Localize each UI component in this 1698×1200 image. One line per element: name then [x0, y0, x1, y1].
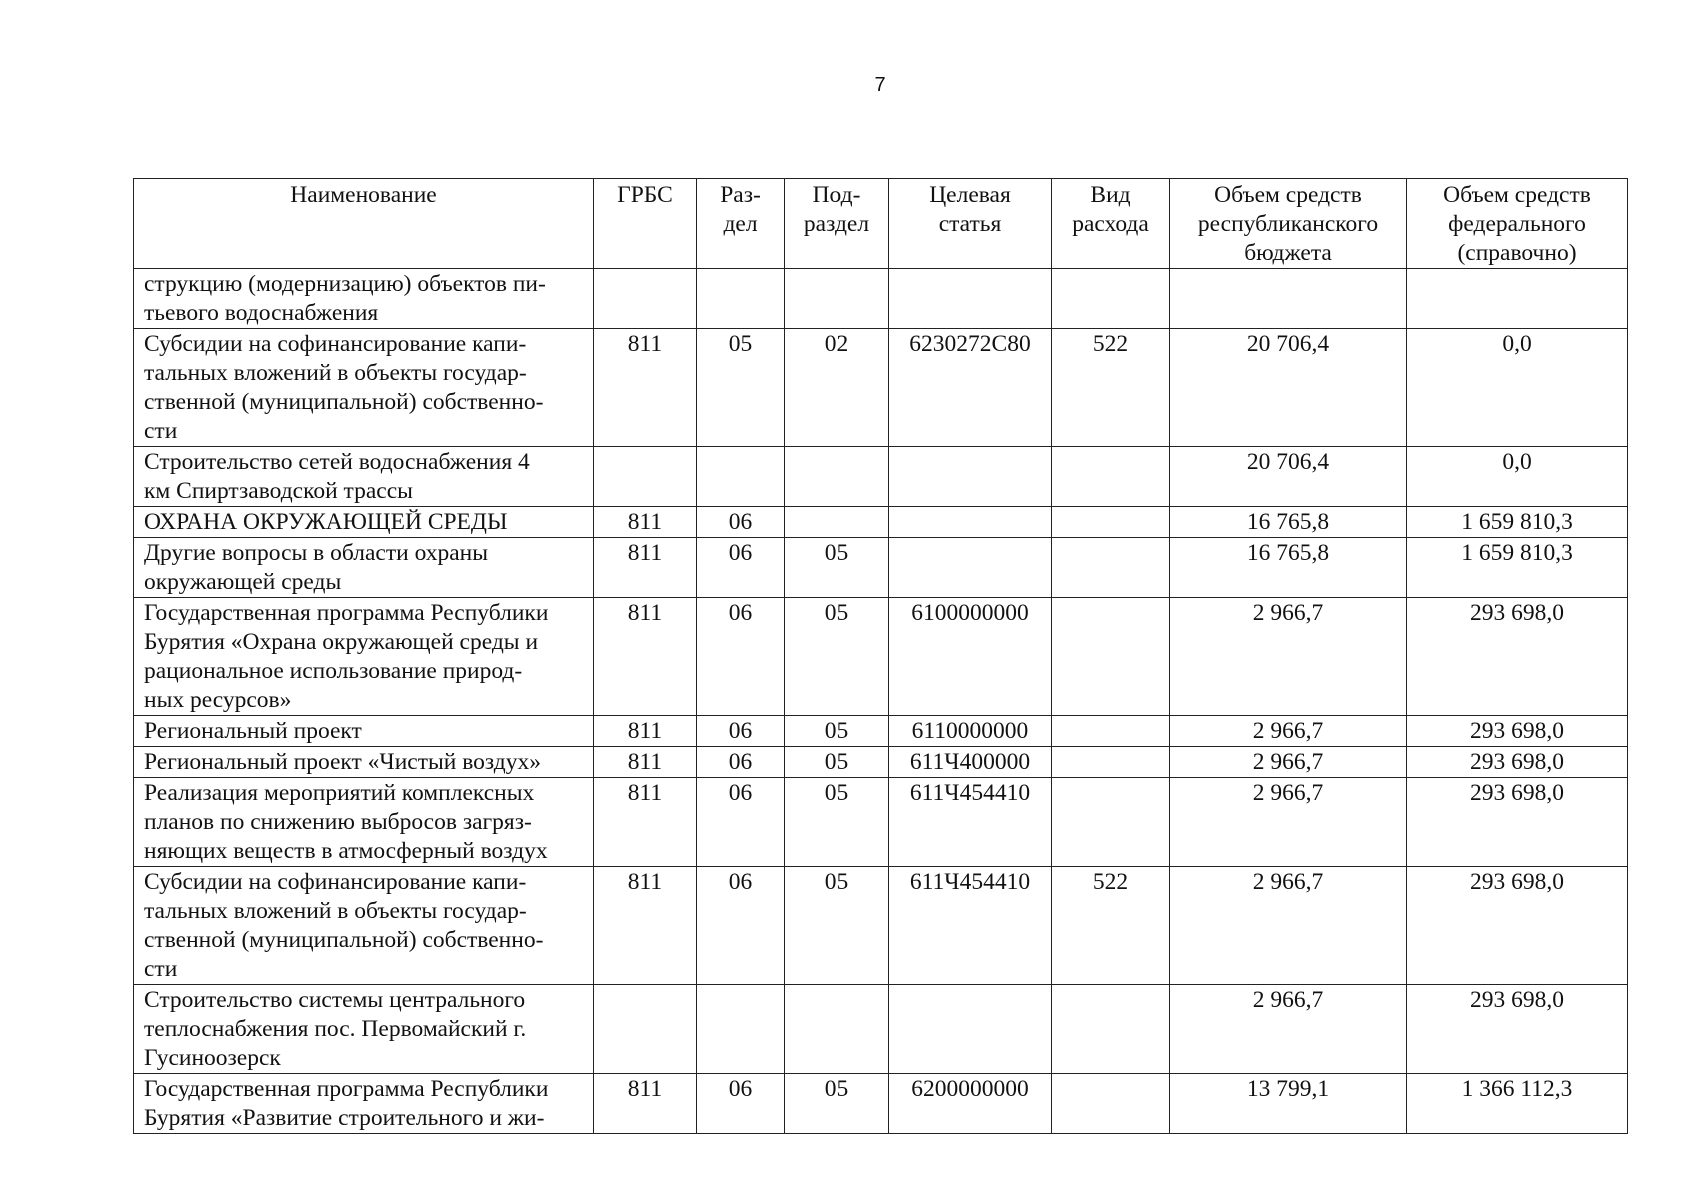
- table-row: [134, 329, 1628, 447]
- cell-rep-budget: 2 966,7: [1170, 598, 1407, 716]
- cell-rep-budget: 2 966,7: [1170, 867, 1407, 985]
- cell-podrazdel: [785, 985, 889, 1074]
- cell-celevaya-statya: [889, 985, 1052, 1074]
- header-fed-budget: Объем средств федерального (справочно): [1407, 179, 1628, 269]
- cell-razdel: 06: [697, 778, 785, 867]
- cell-grbs: 811: [594, 1074, 697, 1134]
- cell-vid-rashoda: 522: [1052, 867, 1170, 985]
- cell-razdel: [697, 447, 785, 507]
- cell-razdel: 06: [697, 507, 785, 538]
- cell-rep-budget: 2 966,7: [1170, 747, 1407, 778]
- cell-name: Государственная программа Республики Бурятия «Развитие строительного и жи-: [134, 1074, 594, 1134]
- table-row: [134, 269, 1628, 329]
- cell-grbs: [594, 269, 697, 329]
- cell-razdel: 06: [697, 747, 785, 778]
- header-podrazdel: Под- раздел: [785, 179, 889, 269]
- cell-razdel: 05: [697, 329, 785, 447]
- cell-podrazdel: [785, 447, 889, 507]
- cell-razdel: 06: [697, 867, 785, 985]
- cell-celevaya-statya: 6230272C80: [889, 329, 1052, 447]
- cell-rep-budget: 16 765,8: [1170, 538, 1407, 598]
- cell-podrazdel: 05: [785, 1074, 889, 1134]
- cell-rep-budget: 2 966,7: [1170, 716, 1407, 747]
- cell-name: Строительство сетей водоснабжения 4 км Спиртзаводской трассы: [134, 447, 594, 507]
- table-row: [134, 538, 1628, 598]
- cell-grbs: [594, 985, 697, 1074]
- cell-vid-rashoda: [1052, 507, 1170, 538]
- cell-name: струкцию (модернизацию) объектов пи- тьевого водоснабжения: [134, 269, 594, 329]
- cell-vid-rashoda: 522: [1052, 329, 1170, 447]
- cell-razdel: 06: [697, 716, 785, 747]
- cell-fed-budget: [1407, 269, 1628, 329]
- cell-grbs: 811: [594, 716, 697, 747]
- cell-name: Строительство системы центрального теплоснабжения пос. Первомайский г. Гусиноозерск: [134, 985, 594, 1074]
- cell-vid-rashoda: [1052, 985, 1170, 1074]
- cell-celevaya-statya: 611Ч454410: [889, 778, 1052, 867]
- cell-grbs: 811: [594, 329, 697, 447]
- cell-fed-budget: 0,0: [1407, 329, 1628, 447]
- cell-vid-rashoda: [1052, 269, 1170, 329]
- cell-podrazdel: 05: [785, 716, 889, 747]
- table-row: [134, 747, 1628, 778]
- cell-rep-budget: 20 706,4: [1170, 329, 1407, 447]
- cell-podrazdel: 05: [785, 598, 889, 716]
- cell-rep-budget: 13 799,1: [1170, 1074, 1407, 1134]
- cell-grbs: 811: [594, 867, 697, 985]
- cell-fed-budget: 293 698,0: [1407, 747, 1628, 778]
- table-row: [134, 985, 1628, 1074]
- cell-fed-budget: 293 698,0: [1407, 778, 1628, 867]
- cell-fed-budget: 293 698,0: [1407, 867, 1628, 985]
- cell-fed-budget: 1 659 810,3: [1407, 538, 1628, 598]
- cell-name: Государственная программа Республики Бурятия «Охрана окружающей среды и рациональное использование природ- ных ресурсов»: [134, 598, 594, 716]
- cell-podrazdel: [785, 269, 889, 329]
- cell-fed-budget: 293 698,0: [1407, 716, 1628, 747]
- cell-vid-rashoda: [1052, 778, 1170, 867]
- table-row: [134, 598, 1628, 716]
- cell-name: Региональный проект «Чистый воздух»: [134, 747, 594, 778]
- header-celevaya-statya: Целевая статья: [889, 179, 1052, 269]
- cell-celevaya-statya: [889, 269, 1052, 329]
- cell-podrazdel: [785, 507, 889, 538]
- cell-name: Субсидии на софинансирование капи- тальных вложений в объекты государ- ственной (муниципальной) собственно- сти: [134, 329, 594, 447]
- cell-celevaya-statya: [889, 447, 1052, 507]
- cell-podrazdel: 05: [785, 778, 889, 867]
- budget-table: [133, 178, 1628, 1134]
- cell-razdel: 06: [697, 598, 785, 716]
- cell-celevaya-statya: 6100000000: [889, 598, 1052, 716]
- cell-razdel: 06: [697, 538, 785, 598]
- cell-fed-budget: 0,0: [1407, 447, 1628, 507]
- cell-grbs: 811: [594, 747, 697, 778]
- cell-name: Региональный проект: [134, 716, 594, 747]
- cell-celevaya-statya: [889, 538, 1052, 598]
- cell-podrazdel: 05: [785, 538, 889, 598]
- cell-razdel: 06: [697, 1074, 785, 1134]
- cell-vid-rashoda: [1052, 1074, 1170, 1134]
- table-row: [134, 716, 1628, 747]
- cell-razdel: [697, 985, 785, 1074]
- table-row: [134, 867, 1628, 985]
- cell-razdel: [697, 269, 785, 329]
- cell-grbs: [594, 447, 697, 507]
- table-row: [134, 1074, 1628, 1134]
- page-number: 7: [874, 74, 886, 96]
- header-name: Наименование: [134, 179, 594, 269]
- cell-fed-budget: 293 698,0: [1407, 985, 1628, 1074]
- cell-vid-rashoda: [1052, 598, 1170, 716]
- cell-fed-budget: 293 698,0: [1407, 598, 1628, 716]
- header-razdel: Раз- дел: [697, 179, 785, 269]
- cell-podrazdel: 02: [785, 329, 889, 447]
- table-row: [134, 778, 1628, 867]
- cell-name: Другие вопросы в области охраны окружающей среды: [134, 538, 594, 598]
- header-rep-budget: Объем средств республиканского бюджета: [1170, 179, 1407, 269]
- cell-fed-budget: 1 659 810,3: [1407, 507, 1628, 538]
- cell-rep-budget: 2 966,7: [1170, 985, 1407, 1074]
- cell-podrazdel: 05: [785, 747, 889, 778]
- cell-vid-rashoda: [1052, 716, 1170, 747]
- cell-name: Реализация мероприятий комплексных планов по снижению выбросов загряз- няющих веществ в атмосферный воздух: [134, 778, 594, 867]
- cell-celevaya-statya: 611Ч454410: [889, 867, 1052, 985]
- cell-grbs: 811: [594, 507, 697, 538]
- table-row: [134, 507, 1628, 538]
- header-grbs: ГРБС: [594, 179, 697, 269]
- cell-grbs: 811: [594, 538, 697, 598]
- cell-rep-budget: 16 765,8: [1170, 507, 1407, 538]
- cell-name: ОХРАНА ОКРУЖАЮЩЕЙ СРЕДЫ: [134, 507, 594, 538]
- cell-rep-budget: 20 706,4: [1170, 447, 1407, 507]
- cell-celevaya-statya: 611Ч400000: [889, 747, 1052, 778]
- cell-celevaya-statya: 6200000000: [889, 1074, 1052, 1134]
- cell-rep-budget: [1170, 269, 1407, 329]
- cell-celevaya-statya: 6110000000: [889, 716, 1052, 747]
- cell-grbs: 811: [594, 598, 697, 716]
- cell-grbs: 811: [594, 778, 697, 867]
- table-header-row: [134, 179, 1628, 269]
- cell-vid-rashoda: [1052, 747, 1170, 778]
- cell-rep-budget: 2 966,7: [1170, 778, 1407, 867]
- table-row: [134, 447, 1628, 507]
- cell-fed-budget: 1 366 112,3: [1407, 1074, 1628, 1134]
- cell-podrazdel: 05: [785, 867, 889, 985]
- table-body: [134, 269, 1628, 1134]
- cell-vid-rashoda: [1052, 538, 1170, 598]
- cell-name: Субсидии на софинансирование капи- тальных вложений в объекты государ- ственной (муниципальной) собственно- сти: [134, 867, 594, 985]
- cell-vid-rashoda: [1052, 447, 1170, 507]
- cell-celevaya-statya: [889, 507, 1052, 538]
- header-vid-rashoda: Вид расхода: [1052, 179, 1170, 269]
